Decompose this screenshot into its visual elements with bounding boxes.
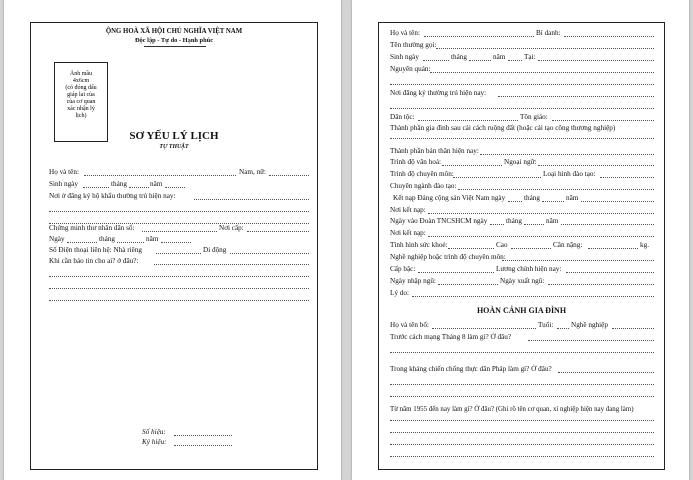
- field-label-month: tháng: [451, 53, 467, 61]
- field-line-residence[interactable]: [498, 96, 654, 97]
- document-subtitle: TỰ THUẬT: [159, 144, 189, 150]
- field-label-reason: Lý do:: [390, 289, 409, 297]
- field-line-alias[interactable]: [564, 36, 654, 37]
- field-line-id-card[interactable]: [142, 231, 217, 232]
- field-line-hometown[interactable]: [430, 72, 654, 73]
- field-line-name[interactable]: [424, 36, 534, 37]
- field-line-discharge-date[interactable]: [548, 284, 654, 285]
- field-label-personal-class: Thành phần bản thân hiện nay:: [390, 147, 479, 155]
- field-label-training-type: Loại hình đào tạo:: [543, 170, 596, 178]
- field-label-name: Họ và tên:: [390, 29, 420, 37]
- field-line-mobile[interactable]: [230, 253, 309, 254]
- field-line-birthplace[interactable]: [538, 60, 654, 61]
- field-label-language: Ngoại ngữ:: [504, 158, 537, 166]
- field-label-before-revolution: Trước cách mạng Tháng 8 làm gì? Ở đâu?: [390, 333, 512, 341]
- field-label-issue-place: Nơi cấp:: [219, 224, 244, 232]
- photo-line: của cơ quan: [66, 99, 96, 105]
- field-line-emergency[interactable]: [154, 264, 309, 265]
- field-line-ethnicity[interactable]: [418, 120, 518, 121]
- field-label-union-date: Ngày vào Đoàn TNCSHCM ngày: [390, 217, 488, 225]
- field-line-emergency-2[interactable]: [49, 276, 309, 277]
- field-line-issue-year[interactable]: [161, 242, 191, 243]
- field-line-salary[interactable]: [566, 272, 654, 273]
- field-label-hometown: Nguyên quán:: [390, 65, 431, 73]
- field-label-education: Trình độ văn hoá:: [390, 158, 442, 166]
- field-label-kg: kg.: [640, 241, 649, 249]
- field-line-party-place[interactable]: [428, 213, 654, 214]
- field-line-before-revolution[interactable]: [528, 340, 654, 341]
- field-line-month[interactable]: [469, 60, 491, 61]
- field-line-issue-place[interactable]: [247, 231, 309, 232]
- field-label-id-card: Chứng minh thư nhân dân số:: [49, 224, 135, 232]
- field-line-training-type[interactable]: [600, 177, 654, 178]
- field-line-personal-class[interactable]: [480, 154, 654, 155]
- field-line-enlist-date[interactable]: [438, 284, 498, 285]
- field-label-father-age: Tuổi:: [538, 321, 554, 329]
- field-label-common-name: Tên thường gọi:: [390, 41, 437, 49]
- field-label-father-name: Họ và tên bố:: [390, 321, 429, 329]
- field-label-ethnicity: Dân tộc:: [390, 113, 415, 121]
- field-label-phone-home: Số Điện thoại liên hệ: Nhà riêng: [49, 246, 143, 254]
- field-label-name: Họ và tên:: [49, 168, 79, 176]
- field-line-father-age[interactable]: [557, 328, 569, 329]
- field-label-issue-date: Ngày: [49, 235, 65, 243]
- field-label-discharge-date: Ngày xuất ngũ:: [500, 277, 545, 285]
- field-label-party-admission: Kết nạp Đảng cộng sản Việt Nam ngày: [393, 194, 506, 202]
- document-title: SƠ YẾU LÝ LỊCH: [129, 130, 219, 142]
- field-label-father-occupation: Nghề nghiệp: [571, 321, 608, 329]
- field-line-day[interactable]: [83, 187, 109, 188]
- footer-label-number: Số hiệu:: [142, 428, 166, 436]
- field-line-gender[interactable]: [269, 175, 309, 176]
- field-line-language[interactable]: [538, 165, 654, 166]
- national-title: ỘNG HOÀ XÃ HỘI CHỦ NGHĨA VIỆT NAM: [105, 28, 243, 35]
- field-line-before-revolution-2[interactable]: [390, 352, 654, 353]
- photo-line: giáp lai của: [67, 92, 95, 98]
- field-label-family-class: Thành phần gia đình sau cải cách ruộng đất (hoặc cải tạo công thương nghiệp): [390, 124, 616, 132]
- field-line-height[interactable]: [511, 248, 551, 249]
- field-line-reason[interactable]: [412, 296, 654, 297]
- field-line-day[interactable]: [423, 60, 449, 61]
- field-line-union-year[interactable]: [561, 224, 654, 225]
- field-label-occupation: Nghề nghiệp hoặc trình độ chuyên môn:: [390, 253, 506, 261]
- field-label-since-1955: Từ năm 1955 đến nay làm gì? Ở đâu? (Ghi rõ tên cơ quan, xí nghiệp hiện nay đang làm): [390, 406, 634, 413]
- field-label-party-month: tháng: [524, 194, 540, 202]
- footer-label-code: Ký hiệu:: [142, 438, 167, 446]
- field-label-alias: Bí danh:: [536, 29, 561, 37]
- field-label-health: Tình hình sức khoẻ:: [390, 241, 448, 249]
- field-line-family-class[interactable]: [390, 138, 654, 139]
- field-line-year[interactable]: [165, 187, 185, 188]
- field-label-emergency: Khi cần báo tin cho ai? ở đâu?:: [49, 257, 139, 265]
- field-line-residence-2[interactable]: [49, 211, 309, 212]
- field-label-union-place: Nơi kết nạp:: [390, 229, 426, 237]
- field-line-issue-month[interactable]: [117, 242, 144, 243]
- field-label-issue-year: năm: [146, 235, 159, 243]
- field-line-hometown-2[interactable]: [390, 84, 654, 85]
- field-label-religion: Tôn giáo:: [520, 113, 548, 121]
- field-line-year[interactable]: [508, 60, 522, 61]
- field-line-father-name[interactable]: [432, 328, 536, 329]
- field-label-year: năm: [493, 53, 506, 61]
- field-line-party-year[interactable]: [581, 201, 654, 202]
- footer-line-code[interactable]: [174, 445, 232, 446]
- field-line-since-1955[interactable]: [390, 420, 654, 421]
- field-label-party-year: năm: [566, 194, 579, 202]
- footer-line-number[interactable]: [174, 435, 232, 436]
- field-label-resistance: Trong kháng chiến chống thực dân Pháp làm gì? Ở đâu?: [390, 365, 552, 373]
- field-line-issue-day[interactable]: [67, 242, 97, 243]
- form-page-front: [4, 0, 341, 480]
- field-label-weight: Cân nặng:: [553, 241, 583, 249]
- field-line-expertise[interactable]: [453, 177, 541, 178]
- field-label-union-year: năm: [546, 217, 559, 225]
- photo-line: lịch): [75, 113, 87, 119]
- field-label-issue-month: tháng: [99, 235, 115, 243]
- field-label-party-place: Nơi kết nạp:: [390, 206, 426, 214]
- field-line-religion[interactable]: [552, 120, 654, 121]
- field-line-occupation[interactable]: [502, 260, 654, 261]
- field-line-major[interactable]: [458, 189, 654, 190]
- field-line-resistance-2[interactable]: [390, 384, 654, 385]
- field-label-expertise: Trình độ chuyên môn:: [390, 170, 454, 178]
- field-line-resistance-3[interactable]: [390, 396, 654, 397]
- field-label-salary: Lương chính hiện nay:: [496, 265, 562, 273]
- field-line-health[interactable]: [448, 248, 494, 249]
- field-line-common-name[interactable]: [436, 48, 654, 49]
- field-line-party-month[interactable]: [542, 201, 564, 202]
- field-line-party-day[interactable]: [508, 201, 522, 202]
- field-line-since-1955-2[interactable]: [390, 432, 654, 433]
- field-label-year: năm: [150, 180, 163, 188]
- field-line-since-1955-4[interactable]: [390, 456, 654, 457]
- field-line-emergency-4[interactable]: [49, 300, 309, 301]
- field-line-phone-home[interactable]: [156, 253, 201, 254]
- photo-line: 4x6cm: [72, 78, 90, 84]
- field-label-birthday: Sinh ngày: [390, 53, 419, 61]
- photo-line: (có đóng dấu: [65, 85, 97, 91]
- field-line-union-day[interactable]: [490, 224, 504, 225]
- field-line-name[interactable]: [84, 175, 236, 176]
- form-page-back: [352, 0, 689, 480]
- field-label-enlist-date: Ngày nhập ngũ:: [390, 277, 436, 285]
- field-label-height: Cao: [496, 241, 508, 249]
- field-line-month[interactable]: [129, 187, 149, 188]
- field-label-union-month: tháng: [506, 217, 522, 225]
- field-label-residence: Nơi ở đăng ký hộ khẩu thường trú hiện nay:: [49, 192, 176, 200]
- motto-underline: [144, 46, 206, 47]
- field-line-residence-2[interactable]: [390, 108, 654, 109]
- photo-line: Ảnh mầu: [69, 71, 93, 77]
- field-label-birthplace: Tại:: [524, 53, 536, 61]
- field-label-gender: Nam, nữ:: [239, 168, 267, 176]
- field-line-union-month[interactable]: [524, 224, 544, 225]
- field-label-residence: Nơi đăng ký thường trú hiện nay:: [390, 89, 487, 97]
- field-line-resistance[interactable]: [558, 372, 654, 373]
- field-line-since-1955-3[interactable]: [390, 444, 654, 445]
- field-line-union-place[interactable]: [428, 236, 654, 237]
- field-line-rank[interactable]: [418, 272, 494, 273]
- field-line-father-occupation[interactable]: [612, 328, 654, 329]
- field-line-residence[interactable]: [194, 199, 309, 200]
- field-label-major: Chuyên ngành đào tạo:: [390, 182, 457, 190]
- field-line-education[interactable]: [442, 165, 502, 166]
- photo-line: xác nhận lý: [67, 106, 95, 112]
- motto: Độc lập - Tự do - Hạnh phúc: [134, 37, 214, 44]
- field-line-weight[interactable]: [588, 248, 638, 249]
- field-label-birthday: Sinh ngày: [49, 180, 78, 188]
- section-title-family: HOÀN CẢNH GIA ĐÌNH: [476, 306, 567, 315]
- field-label-mobile: Di động: [203, 246, 227, 254]
- field-line-emergency-3[interactable]: [49, 288, 309, 289]
- field-label-rank: Cấp bậc:: [390, 265, 416, 273]
- field-label-month: tháng: [111, 180, 127, 188]
